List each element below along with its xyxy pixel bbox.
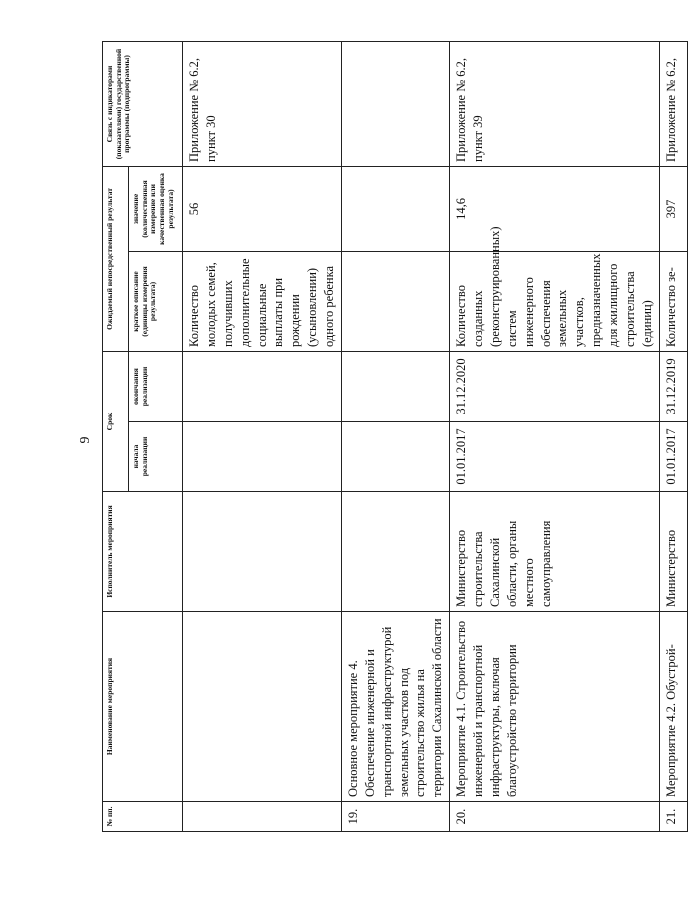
- cell-executor: Министерство строительства Сахалинской области, органы местного самоуправления: [450, 492, 660, 612]
- header-desc: краткое описание (единицы измерения результата): [129, 251, 183, 351]
- cell-end: 31.12.2020: [450, 351, 660, 421]
- table-row: [450, 41, 660, 831]
- table-row: [341, 41, 449, 831]
- cell-desc: Количество зе-: [659, 251, 687, 351]
- cell-name: [183, 612, 342, 802]
- cell-value: [341, 166, 449, 251]
- cell-start: 01.01.2017: [659, 422, 687, 492]
- cell-executor: Министерство: [659, 492, 687, 612]
- header-value: значение (количественная измерение или качественная оценка результата): [129, 166, 183, 251]
- cell-no: 21.: [659, 802, 687, 832]
- cell-value: 397: [659, 166, 687, 251]
- header-expected: Ожидаемый непосредственный результат: [103, 166, 129, 351]
- cell-link: Приложение № 6.2, пункт 30: [183, 41, 342, 166]
- header-term: Срок: [103, 351, 129, 491]
- cell-value: 14,6: [450, 166, 660, 251]
- cell-start: [183, 422, 342, 492]
- header-executor: Исполнитель мероприятия: [103, 492, 183, 612]
- cell-name: Мероприятие 4.2. Обустрой-: [659, 612, 687, 802]
- cell-link: Приложение № 6.2, пункт 39: [450, 41, 660, 166]
- cell-end: [183, 351, 342, 421]
- cell-executor: [183, 492, 342, 612]
- cell-value: 56: [183, 166, 342, 251]
- header-link: Связь с индикаторами (показателями) государственной программы (подпрограммы): [103, 41, 183, 166]
- cell-no: 20.: [450, 802, 660, 832]
- cell-no: [183, 802, 342, 832]
- page-number: 9: [78, 436, 93, 444]
- cell-end: 31.12.2019: [659, 351, 687, 421]
- events-table: [102, 41, 688, 832]
- cell-desc: [341, 251, 449, 351]
- cell-desc: Количество молодых семей, получивших дополнительные социальные выплаты при рождении (усыновлении) одного ребенка: [183, 251, 342, 351]
- cell-desc: Количество созданных (реконструированных) систем инженерного обеспечения земельных участков, предназначенных для жилищного строительства (единиц): [450, 251, 660, 351]
- cell-link: Приложение № 6.2,: [659, 41, 687, 166]
- header-start: начала реализации: [129, 422, 183, 492]
- cell-executor: [341, 492, 449, 612]
- header-end: окончания реализации: [129, 351, 183, 421]
- cell-end: [341, 351, 449, 421]
- table-row: [183, 41, 342, 831]
- table-row: [659, 41, 687, 831]
- header-name: Наименование мероприятия: [103, 612, 183, 802]
- cell-link: [341, 41, 449, 166]
- cell-start: [341, 422, 449, 492]
- rotated-table-wrapper: [102, 42, 678, 832]
- cell-name: Основное мероприятие 4. Обеспечение инженерной и транспортной инфраструктурой земельных участков под строительство жилья на территории Сахалинской области: [341, 612, 449, 802]
- header-no: № пп.: [103, 802, 183, 832]
- cell-start: 01.01.2017: [450, 422, 660, 492]
- cell-name: Мероприятие 4.1. Строительство инженерной и транспортной инфраструктуры, включая благоустройство территории: [450, 612, 660, 802]
- cell-no: 19.: [341, 802, 449, 832]
